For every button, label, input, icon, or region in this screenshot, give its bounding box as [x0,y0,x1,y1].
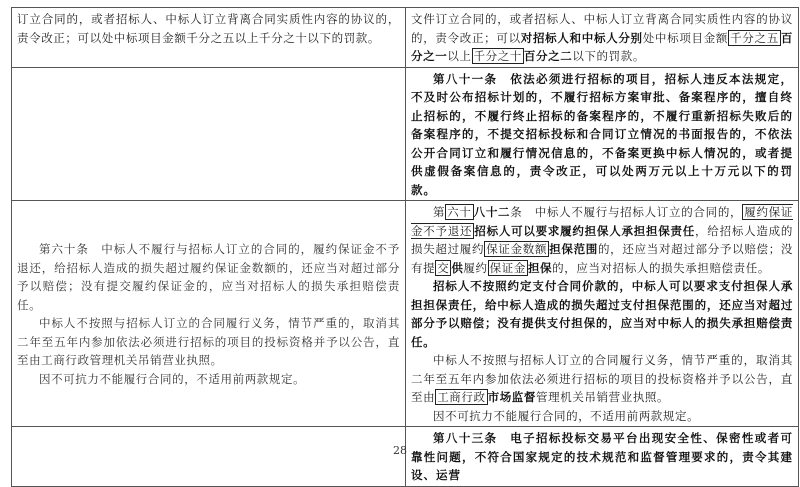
old-text-cell [12,8,406,68]
page-number: 28 [393,444,407,457]
deleted-text: 千分之五 [730,30,779,45]
new-paragraph [411,10,793,66]
added-text: 担保 [527,260,553,275]
comparison-table [11,7,799,487]
text-run: 中标人不按照与招标人订立的合同履行义务，情节严重的，取消其二年至五年内参加依法必须进行招标的项目的投标资格并予以公告，直至由 [411,353,793,404]
old-paragraph: 订立合同的，或者招标人、中标人订立背离合同实质性内容的协议的，责令改正；可以处中标项目金额千分之五以上千分之十以下的罚款。 [17,12,400,45]
added-text: 对招标人和中标人分别 [520,30,643,45]
old-paragraph: 中标人不按照与招标人订立的合同履行义务，情节严重的，取消其二年至五年内参加依法必须进行招标的项目的投标资格并予以公告，直至由工商行政管理机关吊销营业执照。 [17,316,400,367]
added-text: 百分之二 [523,49,573,63]
new-text-cell [406,8,799,68]
deleted-text: 千分之十 [473,49,522,63]
text-run: ，给招标人造成的损失超过 [411,223,793,256]
added-text: 招标人可以要求履约担保人承担担保责任 [474,223,696,238]
new-paragraph: 招标人不按照约定支付合同价款的，中标人可以要求支付担保人承担担保责任，给中标人造成的损失超过支付担保范围的，还应当对超过部分予以赔偿；没有提供支付担保的，应当对中标人的损失承担赔偿责任。 [411,279,793,349]
deleted-text: 保证金数额 [486,242,548,256]
deleted-text: 履约保证金不予退还 [411,205,793,238]
text-run: 履约 [459,242,485,256]
new-article-83: 第八十三条 电子招标投标交易平台出现安全性、保密性或者可靠性问题，不符合国家规定的技术规范和监督管理要求的，责令其建设、运营 [411,431,793,482]
new-paragraph: 因不可抗力不能履行合同的，不适用前两款规定。 [433,408,700,423]
text-run: 文件订立合同的，或者招标人、中标人订立背离合同实质性内容的协议的，责令改正；可以 [411,12,793,45]
deleted-text: 工商行政 [437,390,486,404]
text-run: 的，还应当对超过部分予以赔偿；没有提 [411,242,794,275]
text-run: 履约 [463,260,488,275]
deleted-text: 交 [437,260,450,275]
text-run: 处中标项目金额 [642,30,729,45]
text-run: 以下的罚款。 [572,49,645,63]
deleted-text: 六十 [447,205,472,219]
table-row [12,201,799,427]
table-row [12,67,799,201]
added-text: 市场监督 [487,390,537,404]
new-text-cell [406,67,799,201]
added-text: 担保范围 [549,242,598,256]
added-text: 百分之一 [411,30,794,63]
old-paragraph: 因不可抗力不能履行合同的，不适用前两款规定。 [39,371,306,386]
new-text-cell [406,201,799,427]
text-run: 以上 [447,49,472,63]
text-run: 条 中标人不履行与招标人订立的合同的， [510,205,743,219]
table-row [12,8,799,68]
new-paragraph [411,351,793,407]
added-text: 供 [451,260,464,275]
new-article-82 [411,203,793,277]
old-text-cell [12,201,406,427]
text-run: 管理机关吊销营业执照。 [536,390,670,404]
new-article-81: 第八十一条 依法必须进行招标的项目，招标人违反本法规定，不及时公布招标计划的，不履行招标方案审批、备案程序的，擅自终止招标的，不履行终止招标的备案程序的，不履行重新招标失败后的备案程序的，不提交招标投标和合同订立情况的书面报告的，不依法公开合同订立和履行情况信息的，不备案更换中标人情况的，或者提供虚假备案信息的，责令改正，可以处两万元以上十万元以下的罚款。 [411,71,793,197]
old-article-60: 第六十条 中标人不履行与招标人订立的合同的，履约保证金不予退还，给招标人造成的损失超过履约保证金数额的，还应当对超过部分予以赔偿；没有提交履约保证金的，应当对招标人的损失承担赔偿责任。 [17,242,400,312]
added-text: 八十二 [473,205,511,219]
text-run: 的，应当对招标人的损失承担赔偿责任。 [552,260,770,275]
deleted-text: 保证金 [489,260,526,275]
old-text-cell-empty [12,67,406,201]
text-run: 第 [433,205,446,219]
